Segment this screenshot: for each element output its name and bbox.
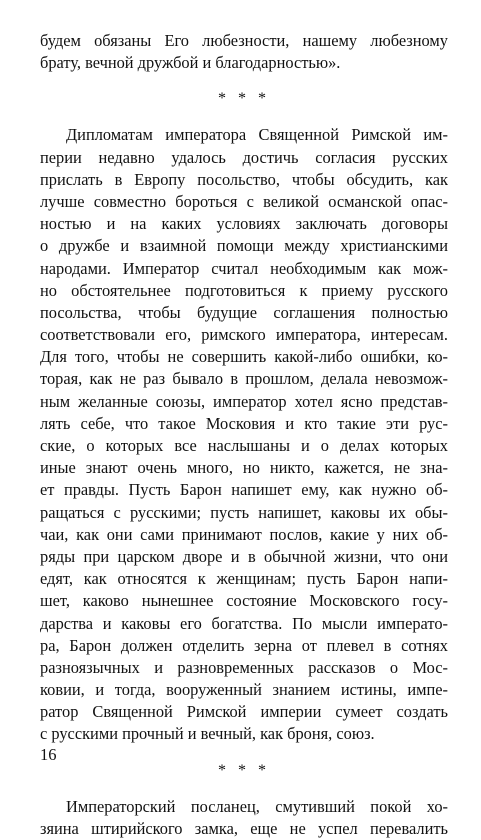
text-line: зяина штирийского замка, еще не успел перевалить xyxy=(40,818,448,838)
text-line: ратор Священной Римской империи сумеет создать xyxy=(40,702,448,722)
text-line: прислать в Европу посольство, чтобы обсудить, как xyxy=(40,169,448,189)
text-line: разноязычных и разновременных рассказов о Мос- xyxy=(40,657,448,677)
text-line: Для того, чтобы не совершить какой-либо ошибки, ко- xyxy=(40,347,448,367)
text-line: лять себе, что такое Московия и кто такие эти рус- xyxy=(40,413,448,433)
text-line: брату, вечной дружбой и благодарностью». xyxy=(40,53,341,73)
text-line: едят, как относятся к женщинам; пусть Барон напи- xyxy=(40,569,448,589)
text-line: о дружбе и взаимной помощи между христианскими xyxy=(40,236,448,256)
text-line: ет правды. Пусть Барон напишет ему, как нужно об- xyxy=(40,480,448,500)
section-separator: * * * xyxy=(218,90,270,108)
text-line: ковии, и тогда, вооруженный знанием истины, импе- xyxy=(40,680,448,700)
text-line: ным желанные союзы, император хотел ясно представ- xyxy=(40,391,448,411)
text-line: посольства, чтобы будущие соглашения полностью xyxy=(40,302,448,322)
text-line: Императорский посланец, смутивший покой хо- xyxy=(66,796,448,816)
top-paragraph xyxy=(40,30,448,74)
text-line: иные знают очень много, но никто, кажется, не зна- xyxy=(40,458,448,478)
text-line: ращаться с русскими; пусть напишет, каковы их обы- xyxy=(40,502,448,522)
text-line: ностью и на каких условиях заключать договоры xyxy=(40,214,448,234)
text-line: но обстоятельнее подготовиться к приему русского xyxy=(40,280,448,300)
text-line: дарства и каковы его богатства. По мысли императо- xyxy=(40,613,448,633)
text-line: с русскими прочный и вечный, как броня, союз. xyxy=(40,724,375,744)
page-body xyxy=(40,30,448,840)
text-line: Дипломатам императора Священной Римской им- xyxy=(66,125,448,145)
text-line: чаи, как они сами принимают послов, какие у них об- xyxy=(40,524,448,544)
text-line: перии недавно удалось достичь согласия русских xyxy=(40,147,448,167)
page-number: 16 xyxy=(40,745,57,764)
bottom-paragraph xyxy=(40,796,448,840)
section-separator: * * * xyxy=(218,761,270,779)
text-line: народами. Император считал необходимым как мож- xyxy=(40,258,448,278)
text-line: лучше совместно бороться с великой османской опас- xyxy=(40,191,448,211)
text-line: торая, как не раз бывало в прошлом, делала невозмож- xyxy=(40,369,448,389)
text-line: ряды при царском дворе и в обычной жизни, что они xyxy=(40,546,448,566)
text-line: ские, о которых все наслышаны и о делах которых xyxy=(40,436,448,455)
text-line: ра, Барон должен отделить зерна от плевел в сотнях xyxy=(40,635,448,655)
text-line: будем обязаны Его любезности, нашему любезному xyxy=(40,31,448,50)
main-paragraph xyxy=(40,124,448,745)
text-line: шет, каково нынешнее состояние Московского госу- xyxy=(40,591,448,611)
text-line: соответствовали его, римского императора, интересам. xyxy=(40,325,448,345)
